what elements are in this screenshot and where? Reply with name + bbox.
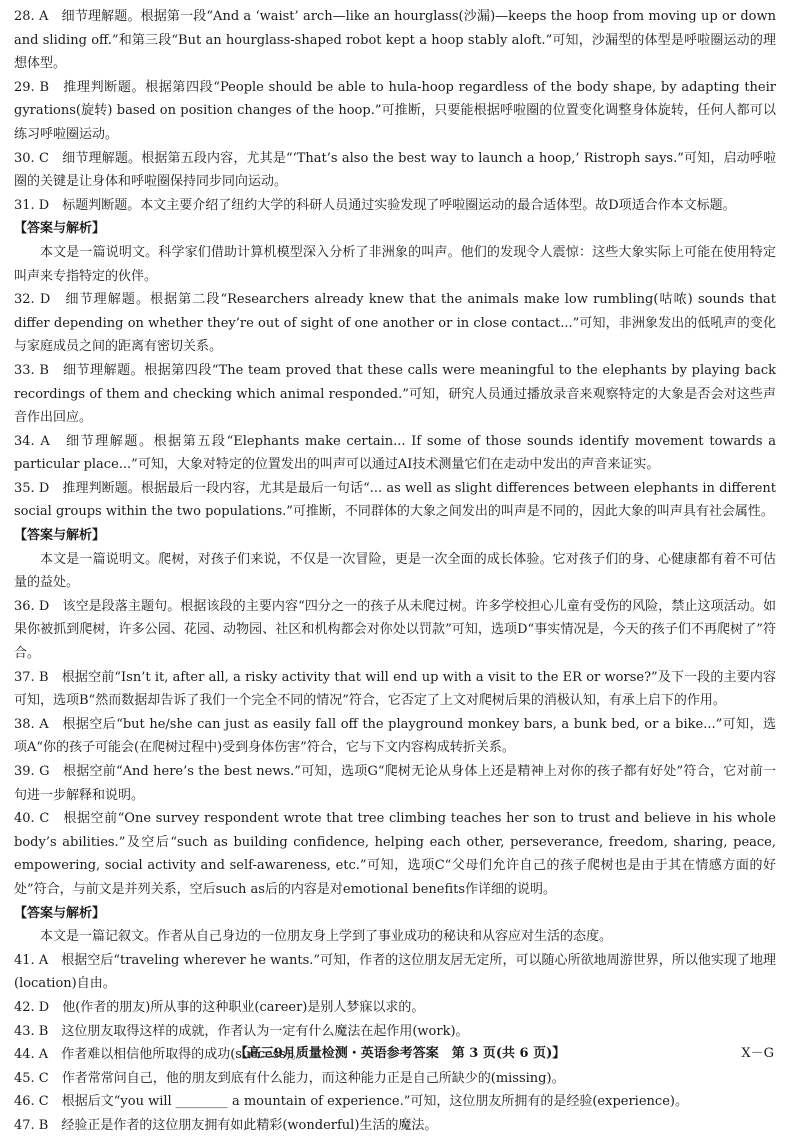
entry-35: 35. D 推理判断题。根据最后一段内容，尤其是最后一句话“... as well as slight differences between elephants in different social groups within the two populations.”可推断，不同群体的大象之间发出的叫声是不同的，因此大象的叫声具有社会属性。 xyxy=(14,480,776,520)
entry-45: 45. C 作者常常问自己，他的朋友到底有什么能力，而这种能力正是自己所缺少的(missing)。 xyxy=(14,1070,565,1086)
entry-39: 39. G 根据空前“And here’s the best news.”可知，选项G“爬树无论从身体上还是精神上对你的孩子都有好处”符合，它对前一句进一步解释和说明。 xyxy=(14,764,776,803)
entry-40: 40. C 根据空前“One survey respondent wrote that tree climbing teaches her son to trust and believe in his whole body’s abilities.”及空后“such as building confidence, helping each other, perseverance, freedom, sharing, peace, empowering, social activity and self-awareness, etc.”可知，选项C“父母们允许自己的孩子爬树也是由于其在情感方面的好处”符合，与前文是并列关系，空后such as后的内容是对emotional benefits作详细的说明。 xyxy=(14,811,776,897)
entry-32: 32. D 细节理解题。根据第二段“Researchers already knew that the animals make low rumbling(咕哝) sounds that differ depending on whether they’re out of sight of one another or in close contact...”可知，非洲象发出的低吼声的变化与家庭成员之间的距离有密切关系。 xyxy=(14,292,776,355)
entry-42: 42. D 他(作者的朋友)所从事的这种职业(career)是别人梦寐以求的。 xyxy=(14,999,425,1015)
footer-title: 【高三9月质量检测・英语参考答案 第 3 页(共 6 页)】 xyxy=(234,1046,566,1061)
entry-37: 37. B 根据空前“Isn’t it, after all, a risky activity that will end up with a visit to the ER or worse?”及下一段的主要内容可知，选项B“然而数据却告诉了我们一个完全不同的情况”符合，它否定了上文对爬树后果的消极认知，有承上启下的作用。 xyxy=(14,669,776,709)
section-heading: 【答案与解析】 xyxy=(14,905,106,921)
entry-47: 47. B 经验正是作者的这位朋友拥有如此精彩(wonderful)生活的魔法。 xyxy=(14,1117,438,1133)
entry-36: 36. D 该空是段落主题句。根据该段的主要内容“四分之一的孩子从未爬过树。许多学校担心儿童有受伤的风险，禁止这项活动。如果你被抓到爬树，许多公园、花园、动物园、社区和机构都会对你处以罚款”可知，选项D“事实情况是，今天的孩子们不再爬树了”符合。 xyxy=(14,598,776,662)
entry-31: 31. D 标题判断题。本文主要介绍了纽约大学的科研人员通过实验发现了呼啦圈运动的最合适体型。故D项适合作本文标题。 xyxy=(14,197,736,213)
entry-38: 38. A 根据空后“but he/she can just as easily fall off the playground monkey bars, a bunk bed, or a bike...”可知，选项A“你的孩子可能会(在爬树过程中)受到身体伤害”符合，它与下文内容构成转折关系。 xyxy=(14,716,776,756)
entry-30: 30. C 细节理解题。根据第五段内容，尤其是“‘That’s also the best way to launch a hoop,’ Ristroph says.”可知，启动呼啦圈的关键是让身体和呼啦圈保持同步同向运动。 xyxy=(14,150,776,190)
entry-41: 41. A 根据空后“traveling wherever he wants.”可知，作者的这位朋友居无定所，可以随心所欲地周游世界，所以他实现了地理(location)自由。 xyxy=(14,952,776,992)
section-heading: 【答案与解析】 xyxy=(14,528,106,544)
entry-34: 34. A 细节理解题。根据第五段“Elephants make certain... If some of those sounds identify movement towards a particular place...”可知，大象对特定的位置发出的叫声可以通过AI技术测量它们在走动中发出的声音来证实。 xyxy=(14,433,776,473)
entry-44: 44. A 作者难以相信他所取得的成功(success)。 xyxy=(14,1047,304,1063)
entry-43: 43. B 这位朋友取得这样的成就，作者认为一定有什么魔法在起作用(work)。 xyxy=(14,1023,469,1039)
entry-46: 46. C 根据后文“you will ________ a mountain of experience.”可知，这位朋友所拥有的是经验(experience)。 xyxy=(14,1094,688,1110)
entry-29: 29. B 推理判断题。根据第四段“People should be able to hula-hoop regardless of the body shape, by adapting their gyrations(旋转) based on position changes of the hoop.”可推断，只要能根据呼啦圈的位置变化调整身体旋转，任何人都可以练习呼啦圈运动。 xyxy=(14,79,776,142)
section-intro: 本文是一篇说明文。爬树，对孩子们来说，不仅是一次冒险，更是一次全面的成长体验。它对孩子们的身、心健康都有着不可估量的益处。 xyxy=(14,551,776,591)
section-intro: 本文是一篇记叙文。作者从自己身边的一位朋友身上学到了事业成功的秘诀和从容应对生活的态度。 xyxy=(40,929,613,945)
section-heading: 【答案与解析】 xyxy=(14,221,106,237)
footer-code: X－G xyxy=(741,1046,774,1061)
entry-28: 28. A 细节理解题。根据第一段“And a ‘waist’ arch—like an hourglass(沙漏)—keeps the hoop from moving up or down and sliding off.”和第三段“But an hourglass-shaped robot kept a hoop stably aloft.”可知，沙漏型的体型是呼啦圈运动的理想体型。 xyxy=(14,9,776,72)
entry-33: 33. B 细节理解题。根据第四段“The team proved that these calls were meaningful to the elephants by playing back recordings of them and checking which animal responded.”可知，研究人员通过播放录音来观察特定的大象是否会对这些声音作出回应。 xyxy=(14,362,776,426)
section-intro: 本文是一篇说明文。科学家们借助计算机模型深入分析了非洲象的叫声。他们的发现令人震惊：这些大象实际上可能在使用特定叫声来专指特定的伙伴。 xyxy=(14,244,776,284)
page-footer xyxy=(0,1042,800,1066)
